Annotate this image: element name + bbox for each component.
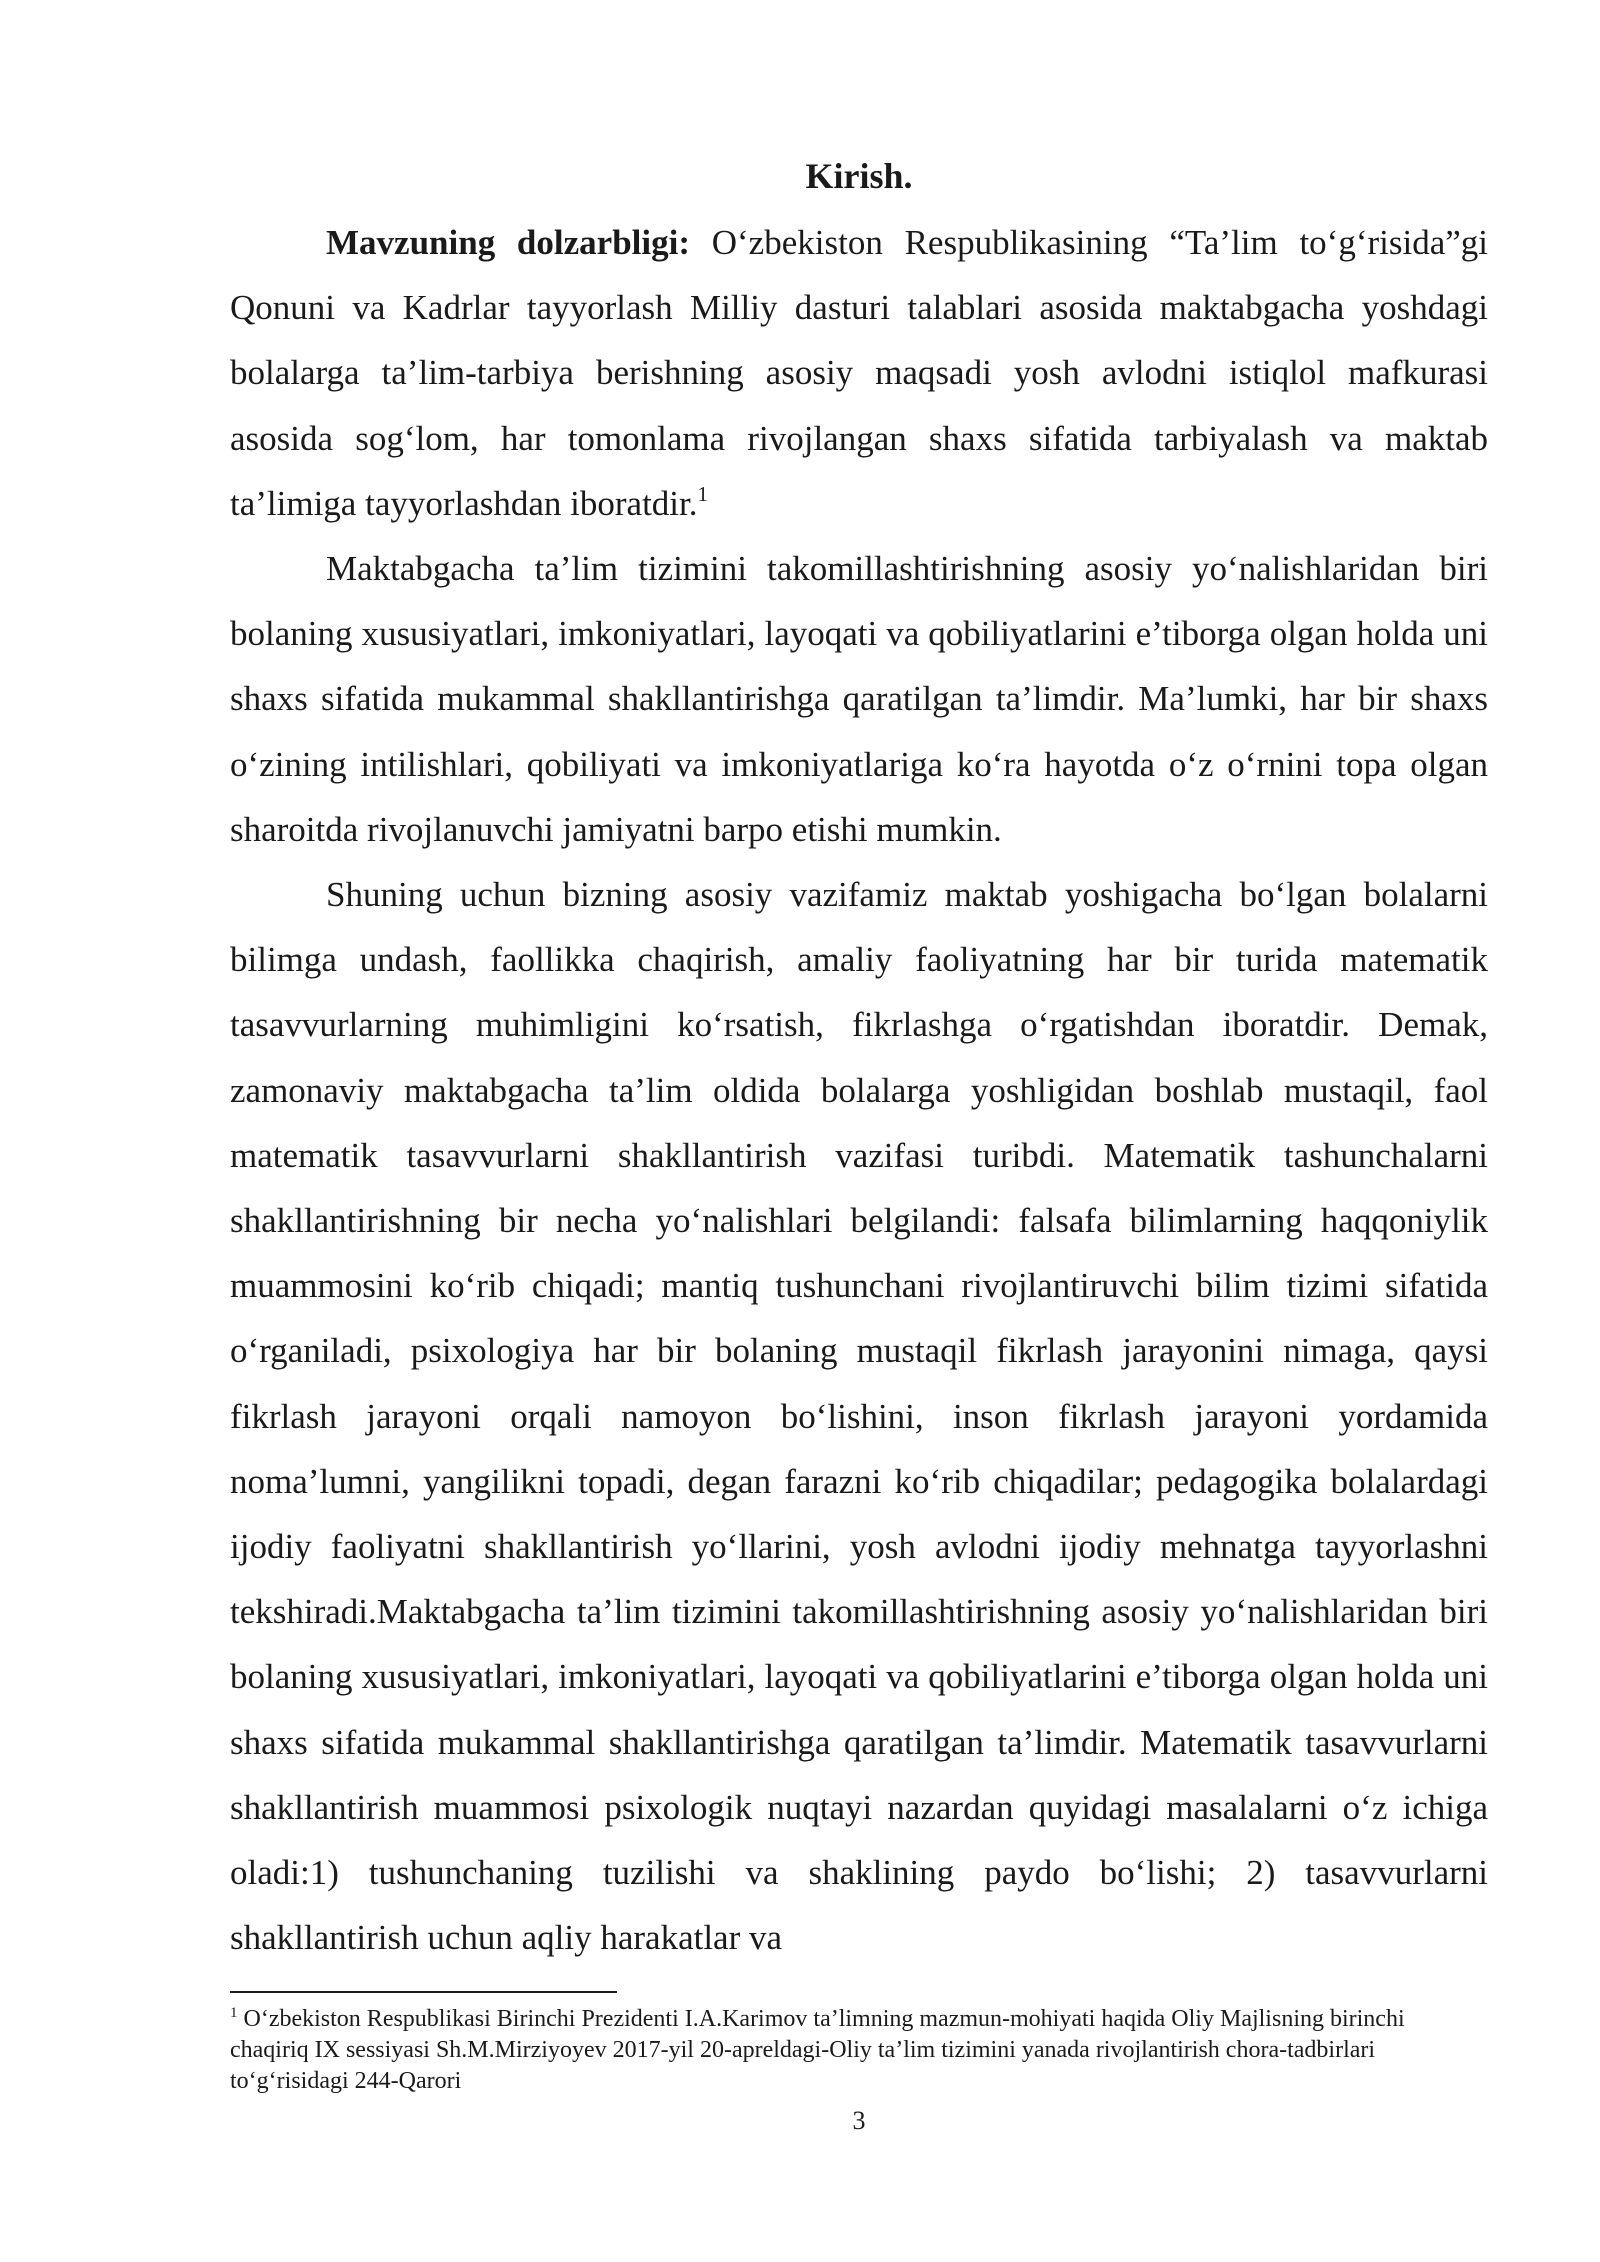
relevance-lead: Mavzuning dolzarbligi: xyxy=(326,223,690,262)
page-number: 3 xyxy=(852,2106,866,2135)
paragraph-main-task: Shuning uchun bizning asosiy vazifamiz maktab yoshigacha bo‘lgan bolalarni bilimga undash, faollikka chaqirish, amaliy faoliyatning har bir turida matematik tasavvurlarning muhimligini ko‘rsatish, fikrlashga o‘rgatishdan iboratdir. Demak, zamonaviy maktabgacha ta’lim oldida bolalarga yoshligidan boshlab mustaqil, faol matematik tasavvurlarni shakllantirish vazifasi turibdi. Matematik tashunchalarni shakllantirishning bir necha yo‘nalishlari belgilandi: falsafa bilimlarning haqqoniylik muammosini ko‘rib chiqadi; mantiq tushunchani rivojlantiruvchi bilim tizimi sifatida o‘rganiladi, psixologiya har bir bolaning mustaqil fikrlash jarayonini nimaga, qaysi fikrlash jarayoni orqali namoyon bo‘lishini, inson fikrlash jarayoni yordamida noma’lumni, yangilikni topadi, degan farazni ko‘rib chiqadilar; pedagogika bolalardagi ijodiy faoliyatni shakllantirish yo‘llarini, yosh avlodni ijodiy mehnatga tayyorlashni tekshiradi.Maktabgacha ta’lim tizimini takomillashtirishning asosiy yo‘nalishlaridan biri bolaning xususiyatlari, imkoniyatlari, layoqati va qobiliyatlarini e’tiborga olgan holda uni shaxs sifatida mukammal shakllantirishga qaratilgan ta’limdir. Matematik tasavvurlarni shakllantirish muammosi psixologik nuqtayi nazardan quyidagi masalalarni o‘z ichiga oladi:1) tushunchaning tuzilishi va shaklining paydo bo‘lishi; 2) tasavvurlarni shakllantirish uchun aqliy harakatlar va xyxy=(230,875,1488,1958)
section-heading: Kirish. xyxy=(805,156,913,196)
footnote-marker: 1 xyxy=(230,2005,238,2021)
paragraph-preschool-system: Maktabgacha ta’lim tizimini takomillashtirishning asosiy yo‘nalishlaridan biri bolaning xususiyatlari, imkoniyatlari, layoqati va qobiliyatlarini e’tiborga olgan holda uni shaxs sifatida mukammal shakllantirishga qaratilgan ta’limdir. Ma’lumki, har bir shaxs o‘zining intilishlari, qobiliyati va imkoniyatlariga ko‘ra hayotda o‘z o‘rnini topa olgan sharoitda rivojlanuvchi jamiyatni barpo etishi mumkin. xyxy=(230,549,1488,849)
footnote xyxy=(230,2004,1488,2097)
footnote-text: O‘zbekiston Respublikasi Birinchi Prezidenti I.A.Karimov ta’limning mazmun-mohiyati haqida Oliy Majlisning birinchi chaqiriq IX sessiyasi Sh.M.Mirziyoyev 2017-yil 20-apreldagi-Oliy ta’lim tizimini yanada rivojlantirish chora-tadbirlari to‘g‘risidagi 244-Qarori xyxy=(230,2006,1405,2094)
footnote-separator xyxy=(230,1991,617,1993)
paragraph-relevance xyxy=(230,210,1488,536)
document-body xyxy=(230,148,1488,1970)
relevance-text: O‘zbekiston Respublikasining “Ta’lim to‘g‘risida”gi Qonuni va Kadrlar tayyorlash Milliy dasturi talablari asosida maktabgacha yoshdagi bolalarga ta’lim-tarbiya berishning asosiy maqsadi yosh avlodni istiqlol mafkurasi asosida sog‘lom, har tomonlama rivojlangan shaxs sifatida tarbiyalash va maktab ta’limiga tayyorlashdan iboratdir. xyxy=(230,223,1488,523)
footnote-reference[interactable]: 1 xyxy=(697,481,709,506)
